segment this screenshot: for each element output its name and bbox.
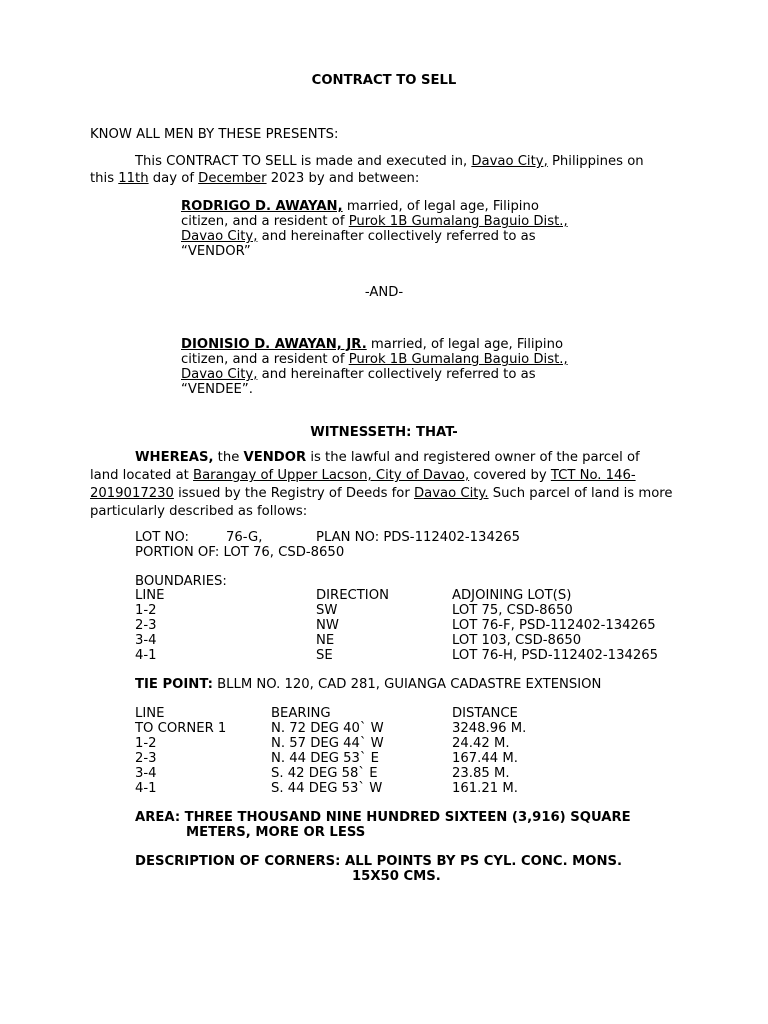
lot-value: 76-G, [226, 530, 263, 545]
whereas-vendor: VENDOR [243, 450, 307, 465]
table-cell: LOT 103, CSD-8650 [452, 633, 582, 648]
vendor-name: RODRIGO D. AWAYAN, [181, 199, 343, 214]
table-cell: NW [316, 618, 339, 633]
vendee-text: and hereinafter collectively referred to as [261, 367, 536, 382]
corners-line-1: DESCRIPTION OF CORNERS: ALL POINTS BY PS CYL. CONC. MONS. [135, 854, 623, 869]
table-cell: 1-2 [135, 603, 157, 618]
whereas-line-4: particularly described as follows: [90, 504, 308, 519]
table-cell: S. 42 DEG 58` E [271, 766, 378, 781]
table-cell: N. 57 DEG 44` W [271, 736, 384, 751]
whereas-text: is the lawful and registered owner of the parcel of [310, 450, 640, 465]
tie-point-label: TIE POINT: [135, 677, 213, 692]
col-header: BEARING [271, 706, 331, 721]
table-cell: LOT 75, CSD-8650 [452, 603, 573, 618]
tct-number-cont: 2019017230 [90, 486, 174, 501]
table-cell: TO CORNER 1 [135, 721, 227, 736]
corners-line-2: 15X50 CMS. [352, 869, 441, 884]
table-cell: 2-3 [135, 751, 157, 766]
table-cell: SE [316, 648, 333, 663]
lot-label: LOT NO: [135, 530, 189, 545]
vendee-line-1 [181, 337, 563, 352]
whereas-line-2 [90, 468, 636, 483]
whereas-line-1 [135, 450, 640, 465]
registry-city: Davao City. [413, 486, 489, 501]
whereas-line-3 [90, 486, 673, 501]
intro-line-2 [90, 171, 419, 186]
tie-point [135, 677, 601, 692]
intro-line-1 [135, 154, 644, 169]
intro-text: this [90, 171, 115, 186]
vendee-address: Purok 1B Gumalang Baguio Dist., [348, 352, 568, 367]
vendee-text: citizen, and a resident of [181, 352, 345, 367]
vendor-line-3 [181, 229, 536, 244]
whereas-text: covered by [473, 468, 547, 483]
and-separator: -AND- [364, 285, 404, 300]
col-header: LINE [135, 706, 165, 721]
witnesseth-heading: WITNESSETH: THAT- [310, 425, 458, 440]
whereas-text: the [217, 450, 240, 465]
land-location: Barangay of Upper Lacson, City of Davao, [193, 468, 470, 483]
plan-number: PLAN NO: PDS-112402-134265 [316, 530, 521, 545]
execution-day: 11th [118, 171, 149, 186]
intro-text: This CONTRACT TO SELL is made and executed in, [135, 154, 468, 169]
table-cell: 161.21 M. [452, 781, 518, 796]
boundaries-heading: BOUNDARIES: [135, 574, 227, 589]
table-cell: 4-1 [135, 648, 157, 663]
table-cell: 2-3 [135, 618, 157, 633]
table-cell: 1-2 [135, 736, 157, 751]
execution-month: December [198, 171, 267, 186]
table-cell: S. 44 DEG 53` W [271, 781, 383, 796]
portion-of: PORTION OF: LOT 76, CSD-8650 [135, 545, 345, 560]
vendee-line-3 [181, 367, 536, 382]
table-cell: 3248.96 M. [452, 721, 527, 736]
vendee-role: “VENDEE”. [181, 382, 253, 397]
table-cell: N. 72 DEG 40` W [271, 721, 384, 736]
intro-text: Philippines on [551, 154, 644, 169]
whereas-keyword: WHEREAS, [135, 450, 214, 465]
table-cell: 23.85 M. [452, 766, 510, 781]
execution-place: Davao City, [471, 154, 548, 169]
vendor-text: married, of legal age, Filipino [346, 199, 539, 214]
whereas-text: land located at [90, 468, 189, 483]
area-line-2: METERS, MORE OR LESS [186, 825, 366, 840]
vendor-line-2 [181, 214, 568, 229]
col-header: DIRECTION [316, 588, 389, 603]
tct-number: TCT No. 146- [550, 468, 636, 483]
table-cell: 4-1 [135, 781, 157, 796]
table-cell: 3-4 [135, 766, 157, 781]
table-cell: N. 44 DEG 53` E [271, 751, 380, 766]
vendee-name: DIONISIO D. AWAYAN, JR. [181, 337, 367, 352]
vendee-city: Davao City, [181, 367, 258, 382]
col-header: DISTANCE [452, 706, 518, 721]
vendor-text: citizen, and a resident of [181, 214, 345, 229]
vendee-line-2 [181, 352, 568, 367]
table-cell: LOT 76-H, PSD-112402-134265 [452, 648, 659, 663]
col-header: ADJOINING LOT(S) [452, 588, 572, 603]
table-cell: 167.44 M. [452, 751, 518, 766]
table-cell: 24.42 M. [452, 736, 510, 751]
opening-line: KNOW ALL MEN BY THESE PRESENTS: [90, 127, 339, 142]
intro-text: 2023 by and between: [270, 171, 420, 186]
col-header: LINE [135, 588, 165, 603]
vendor-role: “VENDOR” [181, 244, 251, 259]
table-cell: SW [316, 603, 338, 618]
table-cell: NE [316, 633, 335, 648]
document-title: CONTRACT TO SELL [311, 73, 457, 88]
vendor-address: Purok 1B Gumalang Baguio Dist., [348, 214, 568, 229]
table-cell: LOT 76-F, PSD-112402-134265 [452, 618, 656, 633]
vendor-line-1 [181, 199, 539, 214]
table-cell: 3-4 [135, 633, 157, 648]
vendor-city: Davao City, [181, 229, 258, 244]
intro-text: day of [152, 171, 194, 186]
tie-point-value: BLLM NO. 120, CAD 281, GUIANGA CADASTRE EXTENSION [217, 677, 602, 692]
vendor-text: and hereinafter collectively referred to as [261, 229, 536, 244]
area-line-1: AREA: THREE THOUSAND NINE HUNDRED SIXTEEN (3,916) SQUARE [135, 810, 631, 825]
whereas-text: Such parcel of land is more [492, 486, 673, 501]
whereas-text: issued by the Registry of Deeds for [178, 486, 410, 501]
vendee-text: married, of legal age, Filipino [370, 337, 564, 352]
